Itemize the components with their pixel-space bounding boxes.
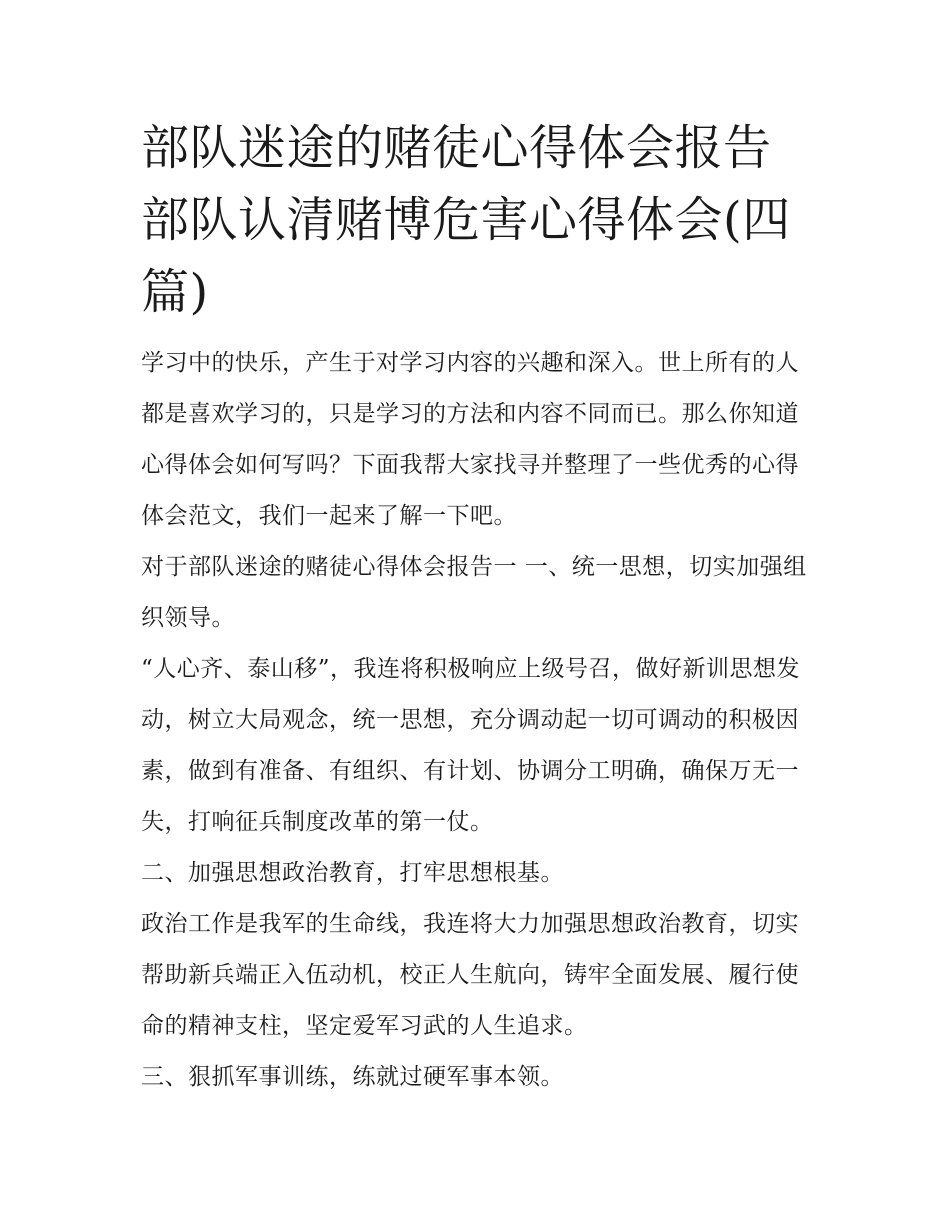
paragraph-section-one-body: “人心齐、泰山移”，我连将积极响应上级号召，做好新训思想发动，树立大局观念，统一思想，充分调动起一切可调动的积极因素，做到有准备、有组织、有计划、协调分工明确，确保万无一失，打响征兵制度改革的第一仗。: [141, 656, 801, 835]
paragraph-section-two-heading: 二、加强思想政治教育，打牢思想根基。: [141, 860, 564, 886]
document-body: [141, 112, 813, 1103]
document-title: 部队迷途的赌徒心得体会报告部队认清赌博危害心得体会(四篇): [141, 120, 791, 320]
paragraph-section-one-heading: 对于部队迷途的赌徒心得体会报告一 一、统一思想，切实加强组织领导。: [141, 554, 807, 631]
paragraph-section-two-body: 政治工作是我军的生命线，我连将大力加强思想政治教育，切实帮助新兵端正入伍动机，校正人生航向，铸牢全面发展、履行使命的精神支柱，坚定爱军习武的人生追求。: [141, 911, 799, 1039]
paragraph-section-three-heading: 三、狠抓军事训练，练就过硬军事本领。: [141, 1064, 564, 1090]
paragraph-intro: 学习中的快乐，产生于对学习内容的兴趣和深入。世上所有的人都是喜欢学习的，只是学习的方法和内容不同而已。那么你知道心得体会如何写吗？下面我帮大家找寻并整理了一些优秀的心得体会范文，我们一起来了解一下吧。: [141, 350, 799, 529]
